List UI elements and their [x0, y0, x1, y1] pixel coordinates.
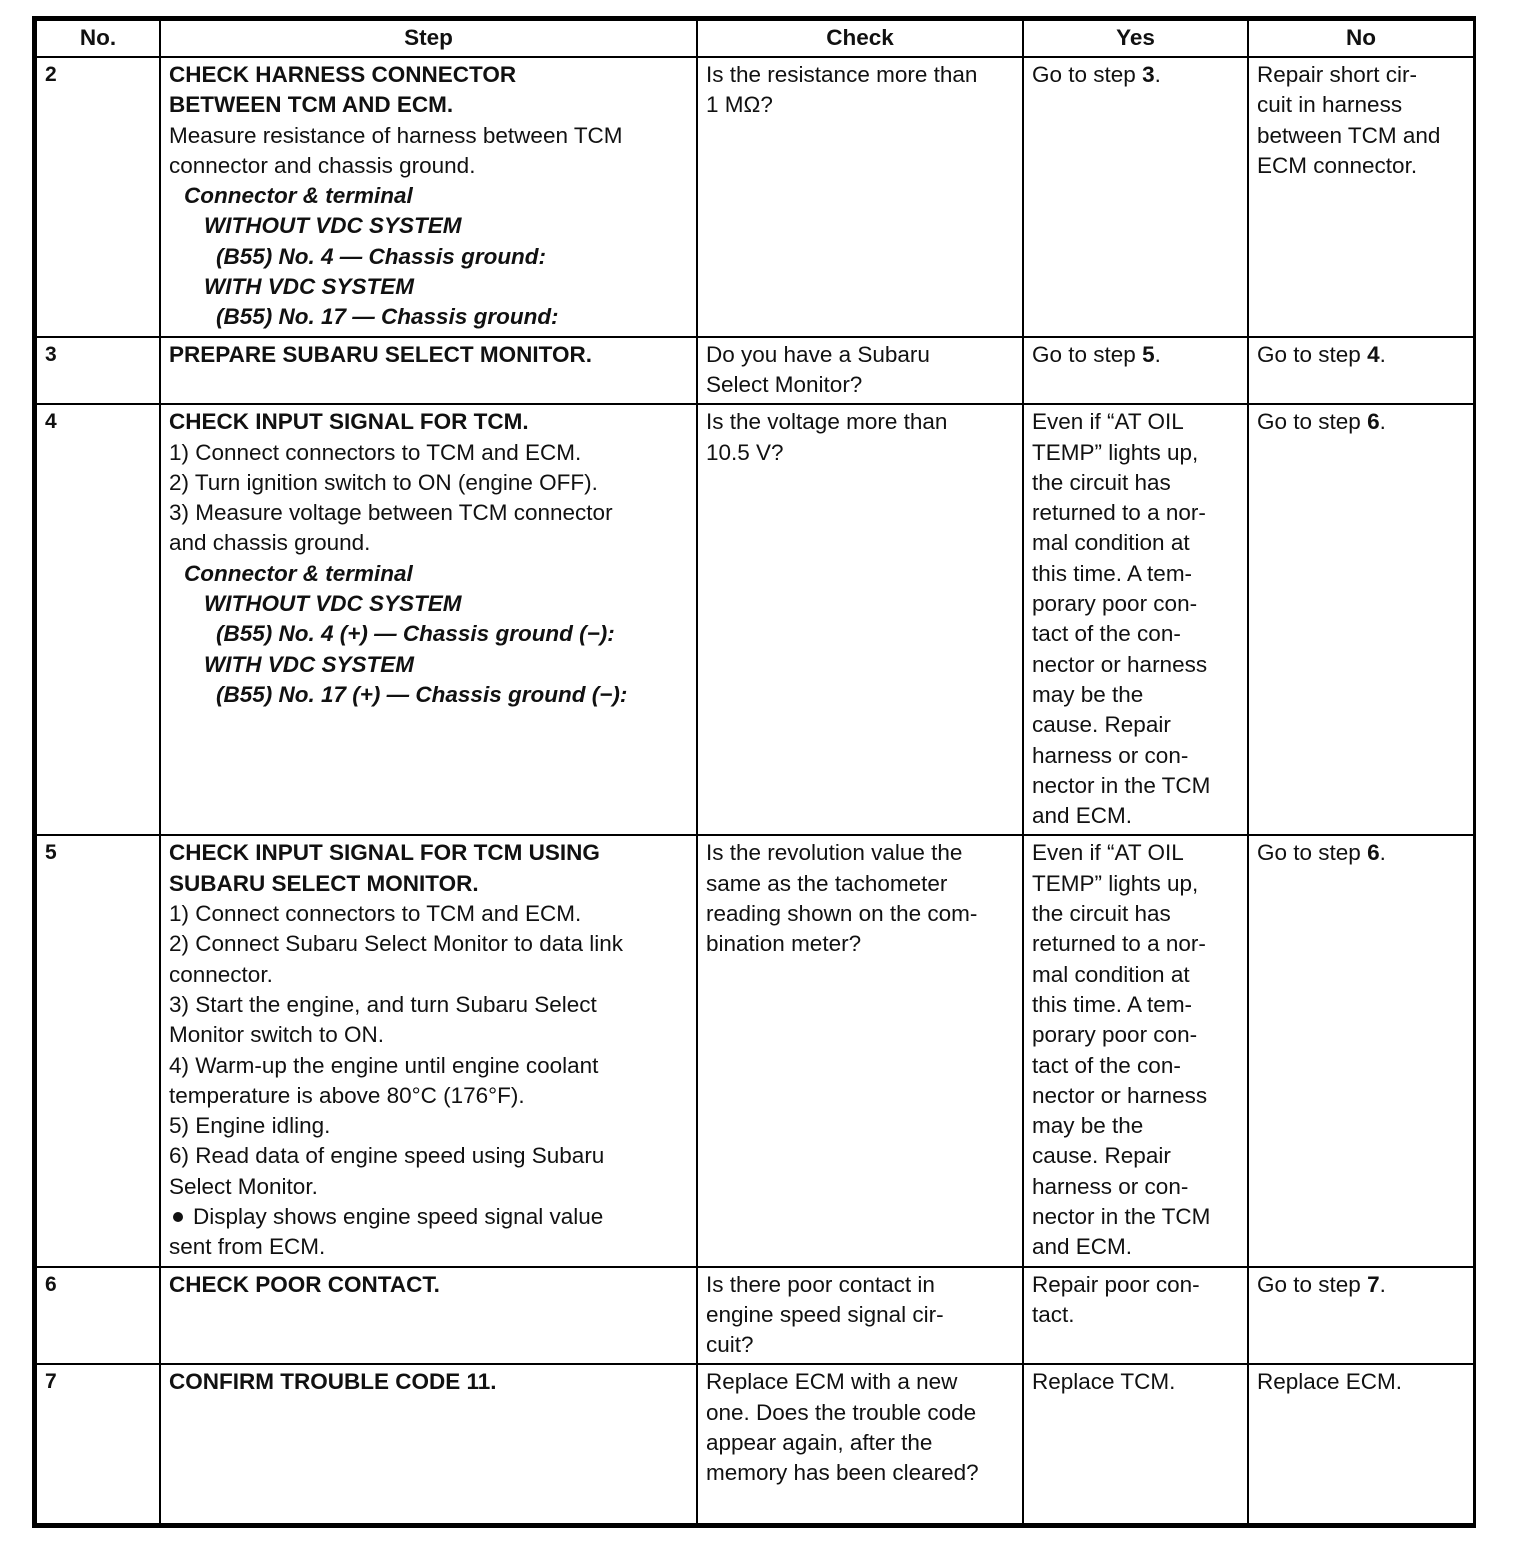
no-step-ref: 6 — [1367, 409, 1380, 435]
yes-cell — [1023, 337, 1248, 405]
no-text: between TCM and — [1257, 122, 1441, 148]
step-text: temperature is above 80°C (176°F). — [169, 1082, 525, 1108]
yes-text: may be the — [1032, 1113, 1144, 1139]
step-text: connector. — [169, 961, 273, 987]
check-cell — [697, 337, 1023, 405]
check-text: engine speed signal cir- — [706, 1301, 944, 1327]
step-text: 4) Warm-up the engine until engine coolant — [169, 1052, 599, 1078]
no-text-end: . — [1379, 409, 1386, 435]
yes-text: harness or con- — [1032, 1173, 1189, 1199]
step-text: 1) Connect connectors to TCM and ECM. — [169, 901, 582, 927]
no-text: Repair short cir- — [1257, 62, 1418, 87]
step-text: 3) Start the engine, and turn Subaru Select — [169, 991, 597, 1017]
yes-text: the circuit has — [1032, 901, 1171, 927]
header-row — [36, 20, 1474, 57]
yes-text-end: . — [1154, 62, 1161, 87]
yes-text: mal condition at — [1032, 961, 1190, 987]
yes-text: returned to a nor- — [1032, 931, 1206, 957]
yes-step-ref: 3 — [1142, 62, 1155, 87]
step-title: CHECK INPUT SIGNAL FOR TCM USING — [169, 840, 600, 866]
check-text: 10.5 V? — [706, 439, 784, 465]
header-check: Check — [697, 20, 1023, 57]
no-cell — [1248, 1267, 1474, 1365]
yes-text: porary poor con- — [1032, 591, 1198, 617]
terminal-spec: (B55) No. 17 — Chassis ground: — [216, 304, 559, 330]
check-text: reading shown on the com- — [706, 901, 978, 927]
yes-text: Even if “AT OIL — [1032, 409, 1184, 435]
check-text: same as the tachometer — [706, 870, 948, 896]
table-row — [36, 404, 1474, 835]
step-title: CHECK POOR CONTACT. — [169, 1271, 440, 1297]
check-text: Is there poor contact in — [706, 1271, 935, 1297]
system-label: WITH VDC SYSTEM — [204, 274, 415, 300]
step-number: 4 — [36, 404, 160, 835]
check-text: Do you have a Subaru — [706, 341, 930, 367]
no-text: ECM connector. — [1257, 152, 1418, 178]
header-yes: Yes — [1023, 20, 1248, 57]
bullet-text: Display shows engine speed signal value — [193, 1203, 604, 1229]
no-text-end: . — [1379, 1271, 1386, 1297]
bullet-item — [169, 1202, 689, 1232]
terminal-spec: (B55) No. 4 — Chassis ground: — [216, 243, 547, 269]
no-text-end: . — [1379, 840, 1386, 866]
yes-text: and ECM. — [1032, 1234, 1133, 1260]
yes-text: the circuit has — [1032, 469, 1171, 495]
table-row — [36, 57, 1474, 337]
yes-text: tact. — [1032, 1301, 1075, 1327]
yes-text: TEMP” lights up, — [1032, 870, 1199, 896]
step-cell — [160, 337, 697, 405]
yes-cell — [1023, 1267, 1248, 1365]
step-cell — [160, 57, 697, 337]
check-cell — [697, 835, 1023, 1266]
step-cell — [160, 835, 697, 1266]
step-number: 6 — [36, 1267, 160, 1365]
yes-text: tact of the con- — [1032, 1052, 1181, 1078]
step-text: Monitor switch to ON. — [169, 1022, 385, 1048]
yes-text: porary poor con- — [1032, 1022, 1198, 1048]
check-text: Is the resistance more than — [706, 62, 978, 87]
yes-text: mal condition at — [1032, 530, 1190, 556]
yes-text: this time. A tem- — [1032, 991, 1193, 1017]
yes-text: Go to step — [1032, 62, 1143, 87]
yes-text: may be the — [1032, 681, 1144, 707]
no-text: Go to step — [1257, 409, 1368, 435]
step-text: sent from ECM. — [169, 1234, 326, 1260]
yes-text: Go to step — [1032, 341, 1143, 367]
check-text: Is the voltage more than — [706, 409, 948, 435]
no-text-end: . — [1379, 341, 1386, 367]
table-row — [36, 1364, 1474, 1524]
yes-text: TEMP” lights up, — [1032, 439, 1199, 465]
yes-text: cause. Repair — [1032, 1143, 1171, 1169]
no-cell — [1248, 1364, 1474, 1524]
step-number: 2 — [36, 57, 160, 337]
no-text: cuit in harness — [1257, 92, 1403, 118]
step-title: CHECK HARNESS CONNECTOR — [169, 62, 517, 87]
no-text: Go to step — [1257, 840, 1368, 866]
yes-cell — [1023, 1364, 1248, 1524]
step-number: 5 — [36, 835, 160, 1266]
no-text: Go to step — [1257, 1271, 1368, 1297]
yes-text: tact of the con- — [1032, 621, 1181, 647]
yes-cell — [1023, 57, 1248, 337]
yes-cell — [1023, 835, 1248, 1266]
yes-text: Repair poor con- — [1032, 1271, 1200, 1297]
no-text: Replace ECM. — [1257, 1369, 1403, 1395]
no-cell — [1248, 337, 1474, 405]
step-title: SUBARU SELECT MONITOR. — [169, 870, 479, 896]
no-step-ref: 6 — [1367, 840, 1380, 866]
yes-text: harness or con- — [1032, 742, 1189, 768]
step-title: CHECK INPUT SIGNAL FOR TCM. — [169, 409, 529, 435]
check-cell — [697, 1364, 1023, 1524]
connector-terminal-label: Connector & terminal — [184, 560, 413, 586]
step-cell — [160, 1364, 697, 1524]
step-text: 2) Connect Subaru Select Monitor to data link — [169, 931, 623, 957]
connector-terminal-label: Connector & terminal — [184, 183, 413, 209]
check-cell — [697, 404, 1023, 835]
yes-text: nector or harness — [1032, 1082, 1208, 1108]
check-text: bination meter? — [706, 931, 862, 957]
yes-text: nector or harness — [1032, 651, 1208, 677]
yes-text: and ECM. — [1032, 803, 1133, 829]
diagnostic-table-sheet — [32, 16, 1476, 1528]
yes-text-end: . — [1154, 341, 1161, 367]
step-text: connector and chassis ground. — [169, 152, 476, 178]
check-text: appear again, after the — [706, 1430, 933, 1456]
terminal-spec: (B55) No. 4 (+) — Chassis ground (−): — [216, 621, 615, 647]
step-title: CONFIRM TROUBLE CODE 11. — [169, 1369, 497, 1395]
step-cell — [160, 404, 697, 835]
yes-cell — [1023, 404, 1248, 835]
step-text: 6) Read data of engine speed using Subaru — [169, 1143, 605, 1169]
check-text: Replace ECM with a new — [706, 1369, 958, 1395]
no-step-ref: 4 — [1367, 341, 1380, 367]
step-text: Select Monitor. — [169, 1173, 318, 1199]
step-text: 2) Turn ignition switch to ON (engine OFF). — [169, 469, 598, 495]
check-text: Is the revolution value the — [706, 840, 963, 866]
step-number: 3 — [36, 337, 160, 405]
diagnostic-table — [35, 19, 1475, 1525]
yes-text: this time. A tem- — [1032, 560, 1193, 586]
yes-step-ref: 5 — [1142, 341, 1155, 367]
step-text: Measure resistance of harness between TCM — [169, 122, 623, 148]
no-cell — [1248, 57, 1474, 337]
yes-text: returned to a nor- — [1032, 500, 1206, 526]
yes-text: Replace TCM. — [1032, 1369, 1176, 1395]
check-text: cuit? — [706, 1332, 754, 1358]
yes-text: cause. Repair — [1032, 712, 1171, 738]
check-text: one. Does the trouble code — [706, 1399, 977, 1425]
check-text: 1 MΩ? — [706, 92, 773, 118]
system-label: WITH VDC SYSTEM — [204, 651, 415, 677]
check-cell — [697, 57, 1023, 337]
table-row — [36, 835, 1474, 1266]
terminal-spec: (B55) No. 17 (+) — Chassis ground (−): — [216, 681, 628, 707]
system-label: WITHOUT VDC SYSTEM — [204, 591, 462, 617]
no-step-ref: 7 — [1367, 1271, 1380, 1297]
header-no-result: No — [1248, 20, 1474, 57]
no-cell — [1248, 835, 1474, 1266]
check-cell — [697, 1267, 1023, 1365]
step-text: 1) Connect connectors to TCM and ECM. — [169, 439, 582, 465]
no-text: Go to step — [1257, 341, 1368, 367]
step-text: 3) Measure voltage between TCM connector — [169, 500, 613, 526]
check-text: memory has been cleared? — [706, 1460, 979, 1486]
table-row — [36, 1267, 1474, 1365]
step-title: BETWEEN TCM AND ECM. — [169, 92, 454, 118]
system-label: WITHOUT VDC SYSTEM — [204, 213, 462, 239]
step-cell — [160, 1267, 697, 1365]
step-text: and chassis ground. — [169, 530, 371, 556]
step-text: 5) Engine idling. — [169, 1113, 331, 1139]
no-cell — [1248, 404, 1474, 835]
step-number: 7 — [36, 1364, 160, 1524]
yes-text: Even if “AT OIL — [1032, 840, 1184, 866]
bullet-dot-icon — [173, 1212, 183, 1222]
header-no: No. — [36, 20, 160, 57]
yes-text: nector in the TCM — [1032, 772, 1211, 798]
step-title: PREPARE SUBARU SELECT MONITOR. — [169, 341, 592, 367]
check-text: Select Monitor? — [706, 371, 863, 397]
table-row — [36, 337, 1474, 405]
header-step: Step — [160, 20, 697, 57]
yes-text: nector in the TCM — [1032, 1203, 1211, 1229]
